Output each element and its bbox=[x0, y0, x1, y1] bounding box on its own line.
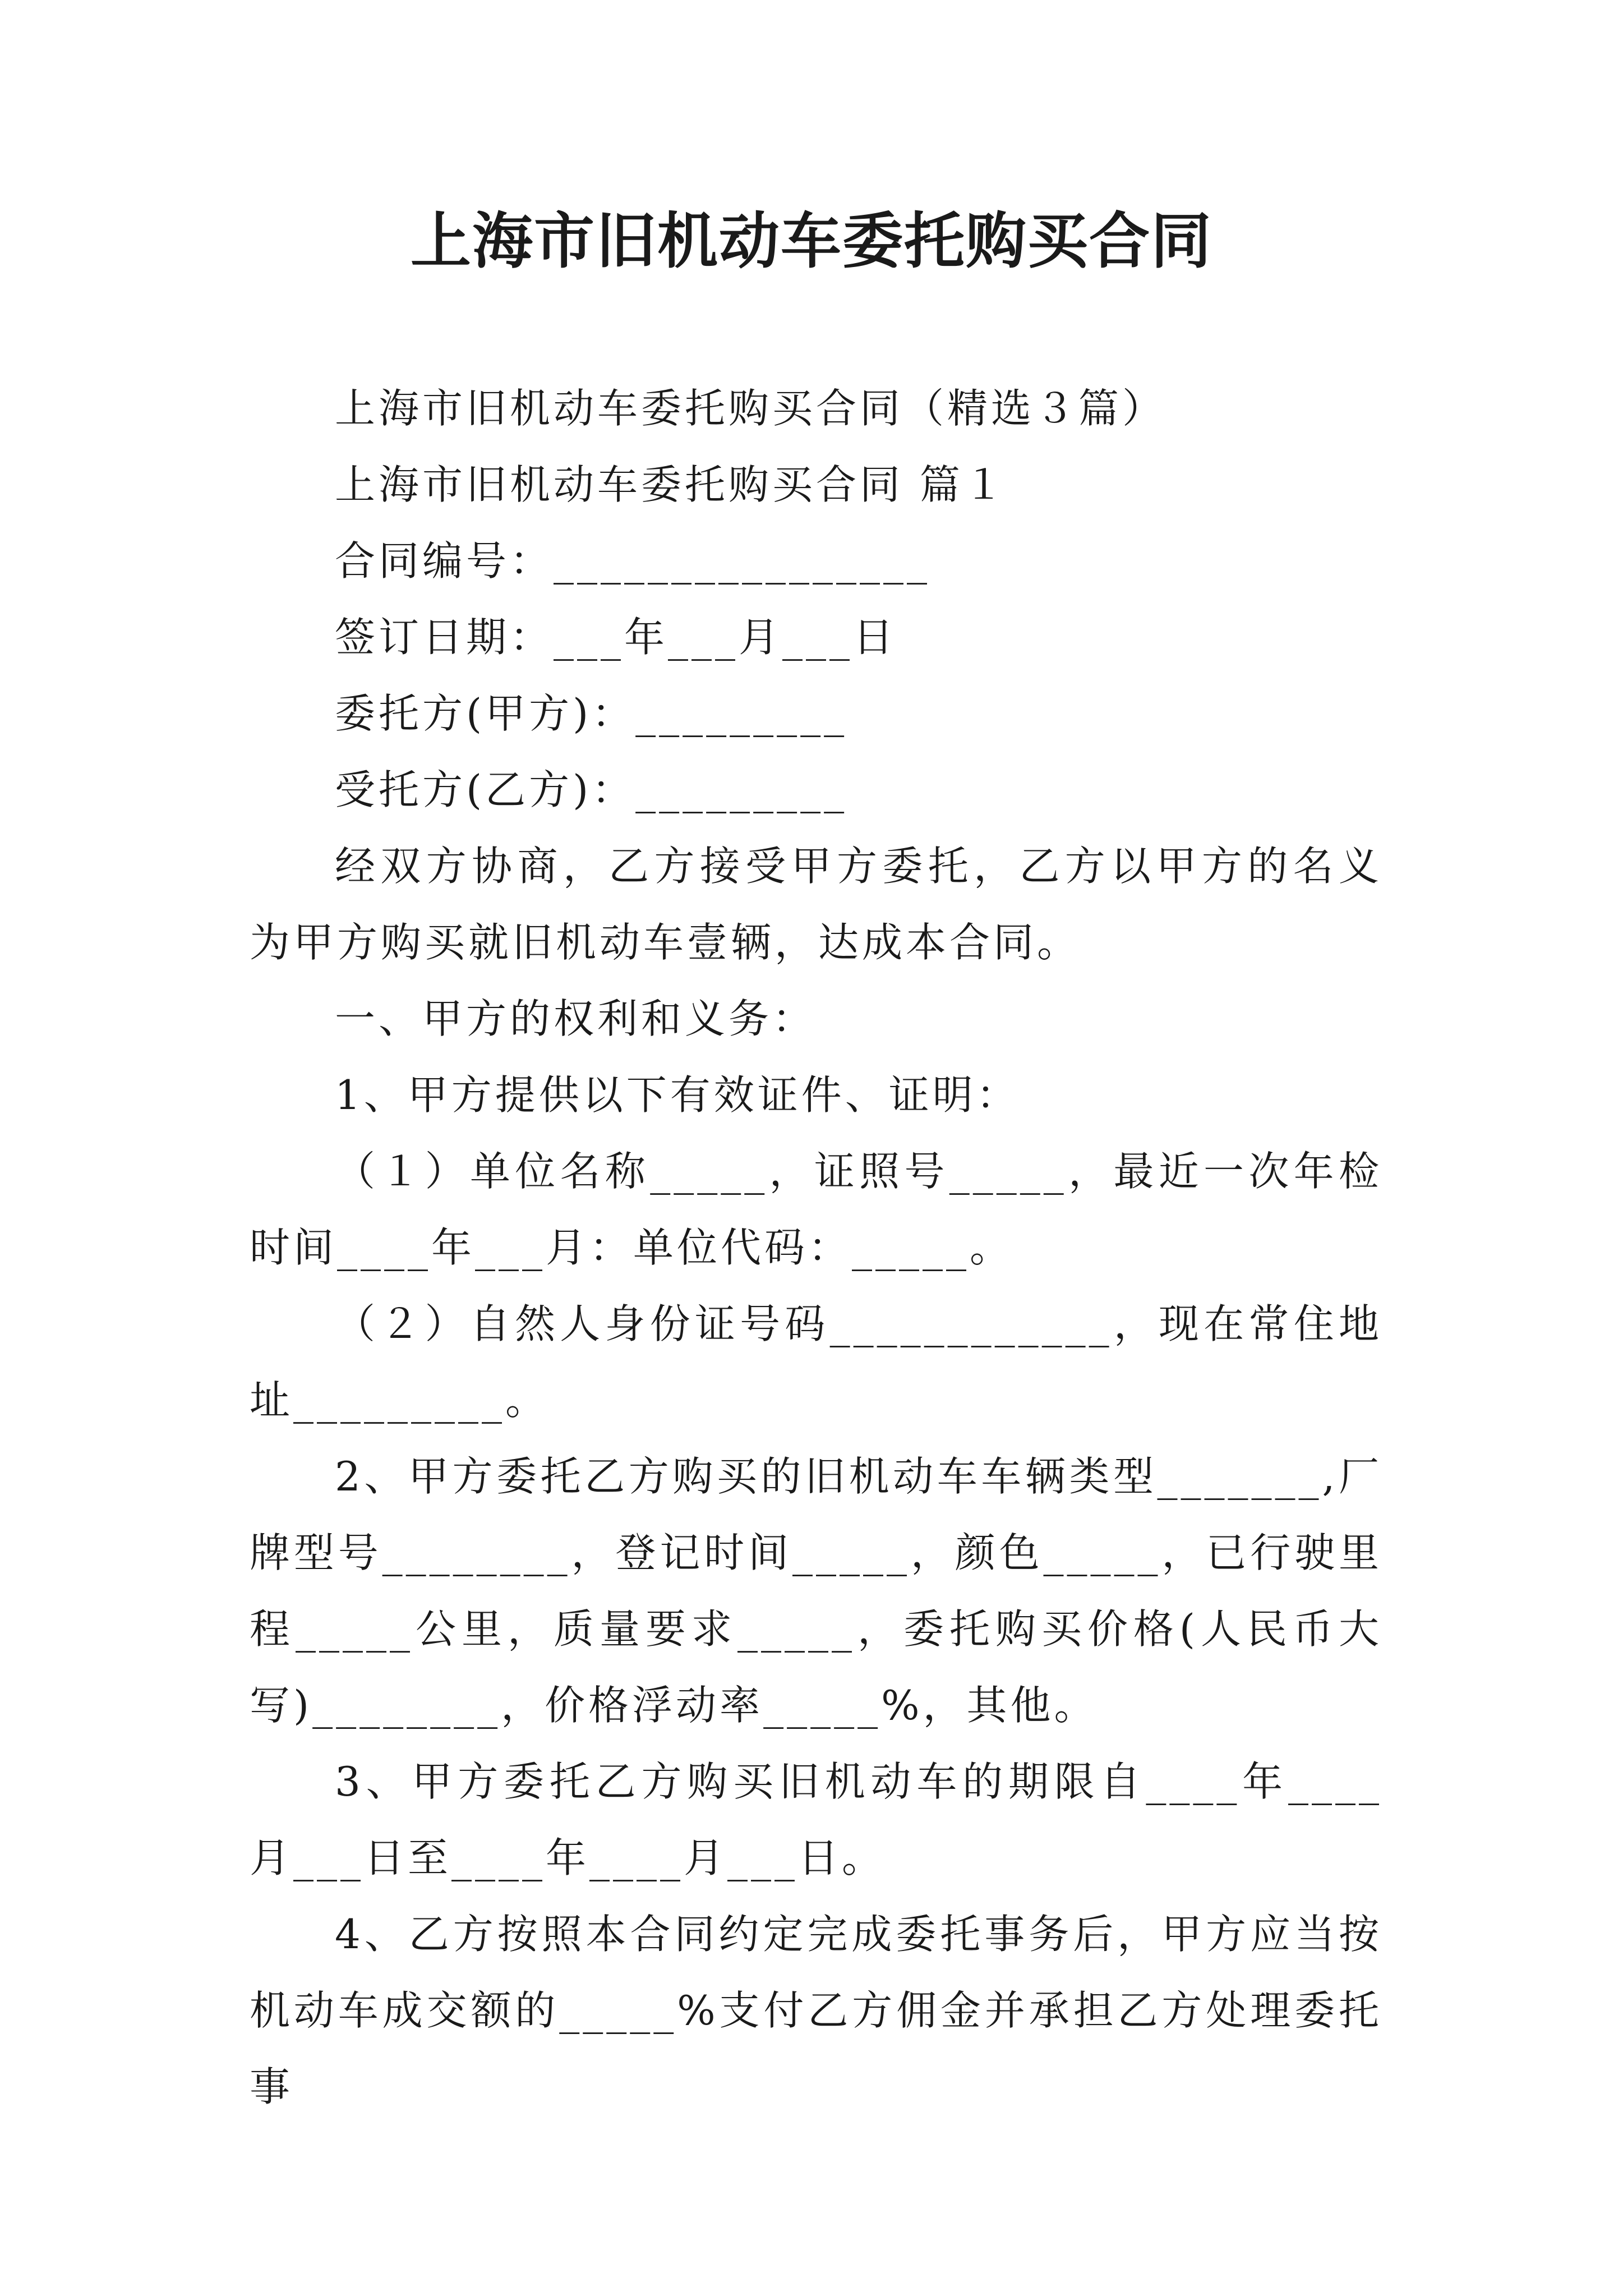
subtitle-selection: 上海市旧机动车委托购买合同（精选３篇） bbox=[335, 385, 1166, 432]
clause-1: 1、甲方提供以下有效证件、证明： bbox=[335, 1071, 1020, 1119]
clause-2: 2、甲方委托乙方购买的旧机动车车辆类型_______,厂牌型号________，登记时间_____，颜色_____，已行驶里程_____公里，质量要求_____，委托购买价格(人民币大写)________，价格浮动率_____%，其他。 bbox=[250, 1453, 1382, 1729]
document-body bbox=[250, 370, 1382, 2125]
clause-4: 4、乙方按照本合同约定完成委托事务后，甲方应当按机动车成交额的_____%支付乙方佣金并承担乙方处理委托事 bbox=[250, 1911, 1382, 2110]
party-a-line: 委托方(甲方)：_________ bbox=[335, 690, 848, 737]
signing-date-line: 签订日期：___年___月___日 bbox=[335, 614, 897, 661]
clause-3: 3、甲方委托乙方购买旧机动车的期限自____年____月___日至____年____月___日。 bbox=[250, 1758, 1382, 1881]
subtitle-part-1: 上海市旧机动车委托购买合同 篇１ bbox=[335, 461, 1007, 508]
contract-number-line: 合同编号：________________ bbox=[335, 537, 931, 585]
document-title: 上海市旧机动车委托购买合同 bbox=[410, 206, 1212, 277]
clause-1-item-1: （１）单位名称_____，证照号_____，最近一次年检时间____年___月：单位代码：_____。 bbox=[250, 1148, 1382, 1271]
party-b-line: 受托方(乙方)：_________ bbox=[335, 766, 848, 813]
section-heading-party-a: 一、甲方的权利和义务： bbox=[335, 995, 817, 1042]
clause-1-item-2: （２）自然人身份证号码____________，现在常住地址_________。 bbox=[250, 1300, 1382, 1424]
preamble-paragraph: 经双方协商，乙方接受甲方委托，乙方以甲方的名义为甲方购买就旧机动车壹辆，达成本合同。 bbox=[250, 843, 1382, 966]
